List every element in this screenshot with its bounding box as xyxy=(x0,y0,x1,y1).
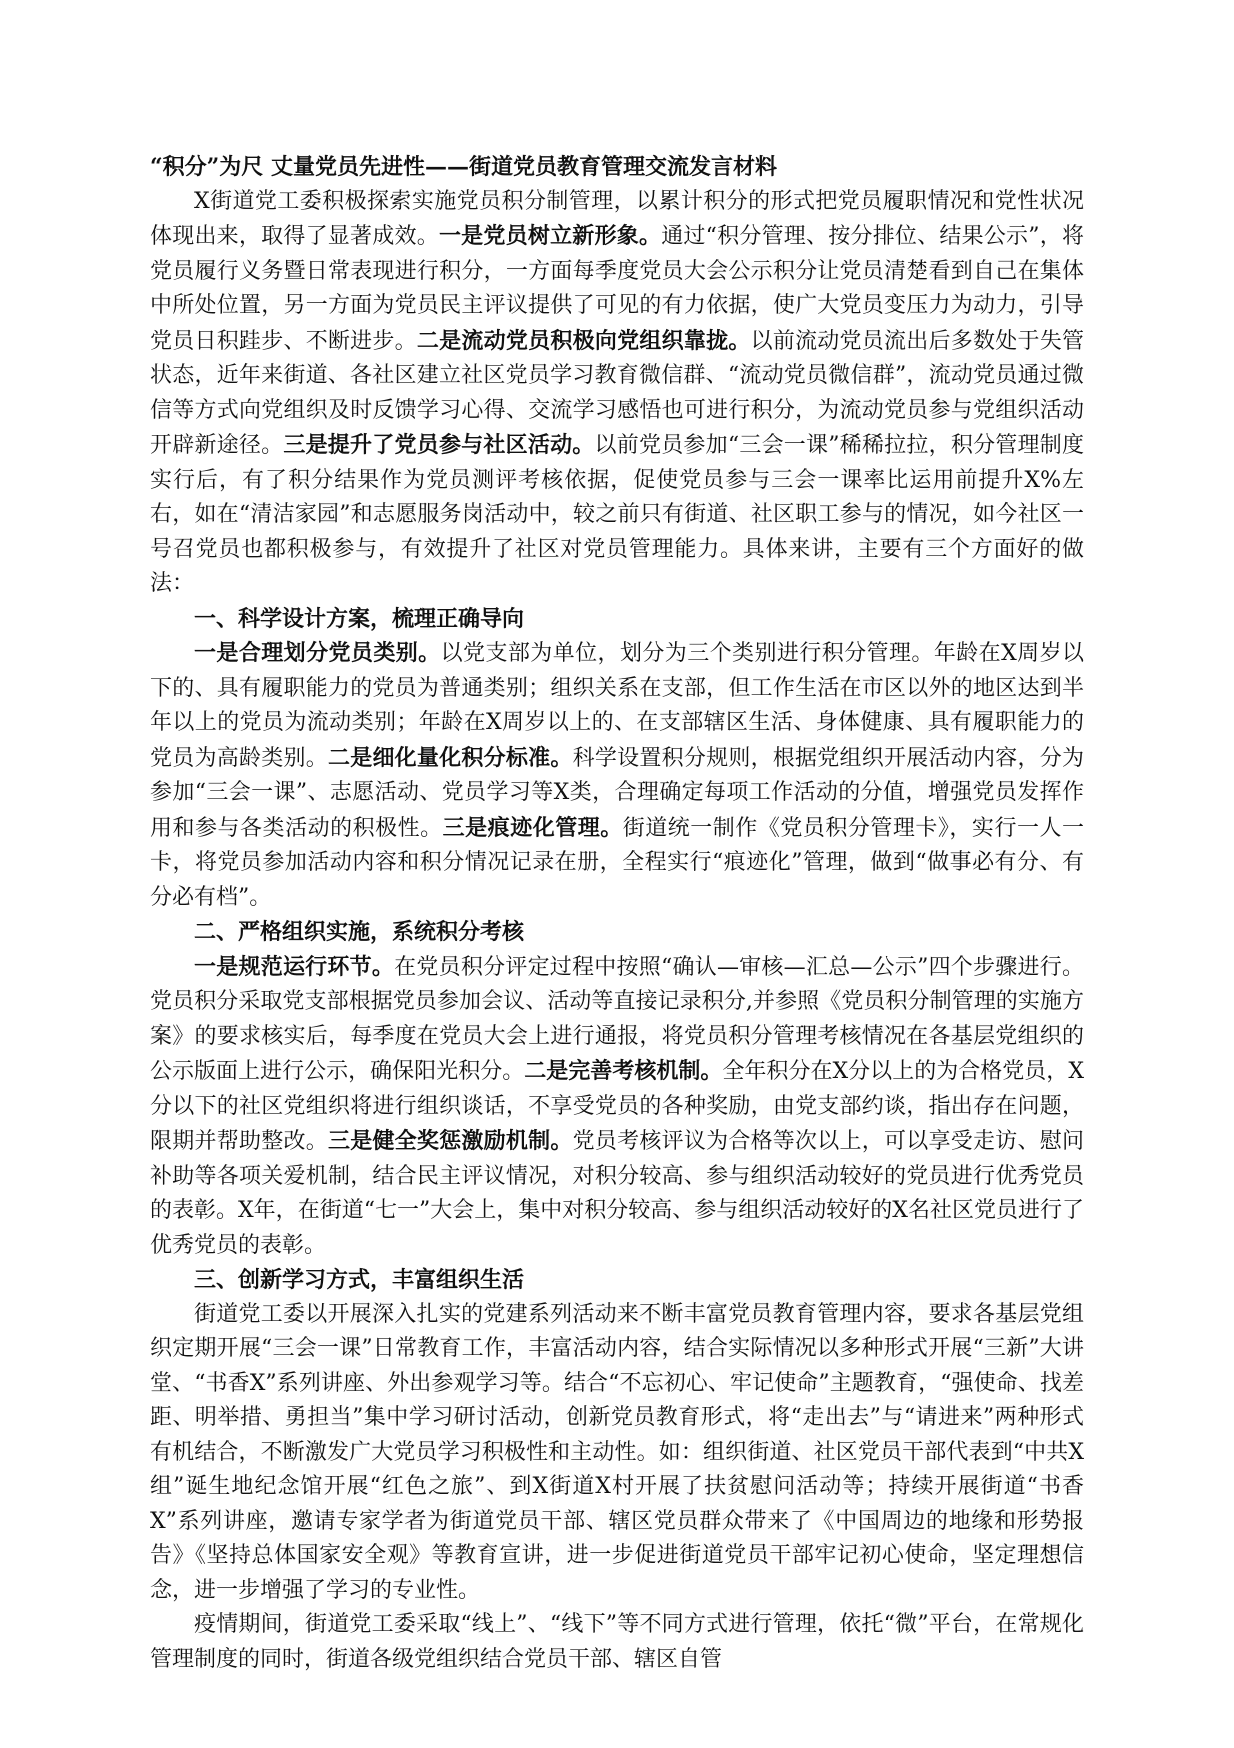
paragraph-text: 在党员积分评定过程中按照“确认—审核—汇总—公示”四个步骤进行。党员积分采取党支部根据党员参加会议、活动等直接记录积分,并参照《党员积分制管理的实施方案》的要求核实后，每季度在党员大会上进行通报，将党员积分管理考核情况在各基层党组织的公示版面上进行公示，确保阳光积分。 xyxy=(150,954,1084,1084)
document-title: “积分”为尺 丈量党员先进性——街道党员教育管理交流发言材料 xyxy=(150,154,777,180)
paragraph-text: 通过“积分管理、按分排位、结果公示”，将党员履行义务暨日常表现进行积分，一方面每季度党员大会公示积分让党员清楚看到自己在集体中所处位置，另一方面为党员民主评议提供了可见的有力依据，使广大党员变压力为动力，引导党员日积跬步、不断进步。 xyxy=(150,224,1084,354)
body-paragraph xyxy=(150,950,1084,1264)
bold-lead-phrase: 一是合理划分党员类别。 xyxy=(194,640,441,666)
bold-lead-phrase: 一、科学设计方案，梳理正确导向 xyxy=(194,605,525,632)
paragraph-text: 以党支部为单位，划分为三个类别进行积分管理。年龄在X周岁以下的、具有履职能力的党员为普通类别；组织关系在支部，但工作生活在市区以外的地区达到半年以上的党员为流动类别；年龄在X周岁以上的、在支部辖区生活、身体健康、具有履职能力的党员为高龄类别。 xyxy=(150,641,1084,771)
bold-lead-phrase: 三是提升了党员参与社区活动。 xyxy=(283,432,595,458)
body-paragraph xyxy=(150,636,1084,915)
section-heading xyxy=(150,915,1084,950)
paragraph-text: 以前流动党员流出后多数处于失管状态，近年来街道、各社区建立社区党员学习教育微信群、“流动党员微信群”，流动党员通过微信等方式向党组织及时反馈学习心得、交流学习感悟也可进行积分，为流动党员参与党组织活动开辟新途径。 xyxy=(150,328,1084,458)
paragraph-text: 科学设置积分规则，根据党组织开展活动内容，分为参加“三会一课”、志愿活动、党员学习等X类，合理确定每项工作活动的分值，增强党员发挥作用和参与各类活动的积极性。 xyxy=(150,745,1084,841)
document-body xyxy=(150,185,1084,1678)
paragraph-text: 街道党工委以开展深入扎实的党建系列活动来不断丰富党员教育管理内容，要求各基层党组织定期开展“三会一课”日常教育工作，丰富活动内容，结合实际情况以多种形式开展“三新”大讲堂、“书香X”系列讲座、外出参观学习等。结合“不忘初心、牢记使命”主题教育，“强使命、找差距、明举措、勇担当”集中学习研讨活动，创新党员教育形式，将“走出去”与“请进来”两种形式有机结合，不断激发广大党员学习积极性和主动性。如：组织街道、社区党员干部代表到“中共X组”诞生地纪念馆开展“红色之旅”、到X街道X村开展了扶贫慰问活动等；持续开展街道“书香X”系列讲座，邀请专家学者为街道党员干部、辖区党员群众带来了《中国周边的地缘和形势报告》《坚持总体国家安全观》等教育宣讲，进一步促进街道党员干部牢记初心使命，坚定理想信念，进一步增强了学习的专业性。 xyxy=(150,1301,1084,1603)
paragraph-text: 街道统一制作《党员积分管理卡》，实行一人一卡，将党员参加活动内容和积分情况记录在册，全程实行“痕迹化”管理，做到“做事必有分、有分必有档”。 xyxy=(150,815,1084,910)
document-page xyxy=(150,150,1084,1677)
body-paragraph xyxy=(150,185,1084,602)
body-paragraph xyxy=(150,1298,1084,1609)
paragraph-text: 以前党员参加“三会一课”稀稀拉拉，积分管理制度实行后，有了积分结果作为党员测评考核依据，促使党员参与三会一课率比运用前提升X%左右，如在“清洁家园”和志愿服务岗活动中，较之前只有街道、社区职工参与的情况，如今社区一号召党员也都积极参与，有效提升了社区对党员管理能力。具体来讲，主要有三个方面好的做法： xyxy=(150,433,1084,596)
bold-lead-phrase: 三是痕迹化管理。 xyxy=(442,814,623,841)
paragraph-text: 全年积分在X分以上的为合格党员，X分以下的社区党组织将进行组织谈话，不享受党员的各种奖励，由党支部约谈，指出存在问题，限期并帮助整改。 xyxy=(150,1059,1084,1154)
paragraph-text: X街道党工委积极探索实施党员积分制管理，以累计积分的形式把党员履职情况和党性状况体现出来，取得了显著成效。 xyxy=(150,188,1084,249)
bold-lead-phrase: 三是健全奖惩激励机制。 xyxy=(327,1128,573,1154)
section-heading xyxy=(150,602,1084,637)
bold-lead-phrase: 二、严格组织实施，系统积分考核 xyxy=(194,919,525,945)
paragraph-text: 疫情期间，街道党工委采取“线上”、“线下”等不同方式进行管理，依托“微”平台，在常规化管理制度的同时，街道各级党组织结合党员干部、辖区自管 xyxy=(150,1612,1084,1672)
body-paragraph xyxy=(150,1608,1084,1677)
bold-lead-phrase: 三、创新学习方式，丰富组织生活 xyxy=(194,1267,525,1293)
bold-lead-phrase: 一是党员树立新形象。 xyxy=(438,223,662,249)
bold-lead-phrase: 二是流动党员积极向党组织靠拢。 xyxy=(416,327,751,354)
paragraph-text: 党员考核评议为合格等次以上，可以享受走访、慰问补助等各项关爱机制，结合民主评议情况，对积分较高、参与组织活动较好的党员进行优秀党员的表彰。X年，在街道“七一”大会上，集中对积分较高、参与组织活动较好的X名社区党员进行了优秀党员的表彰。 xyxy=(150,1129,1084,1258)
bold-lead-phrase: 二是细化量化积分标准。 xyxy=(327,744,573,771)
section-heading xyxy=(150,1263,1084,1298)
bold-lead-phrase: 一是规范运行环节。 xyxy=(194,953,395,980)
bold-lead-phrase: 二是完善考核机制。 xyxy=(524,1058,723,1084)
